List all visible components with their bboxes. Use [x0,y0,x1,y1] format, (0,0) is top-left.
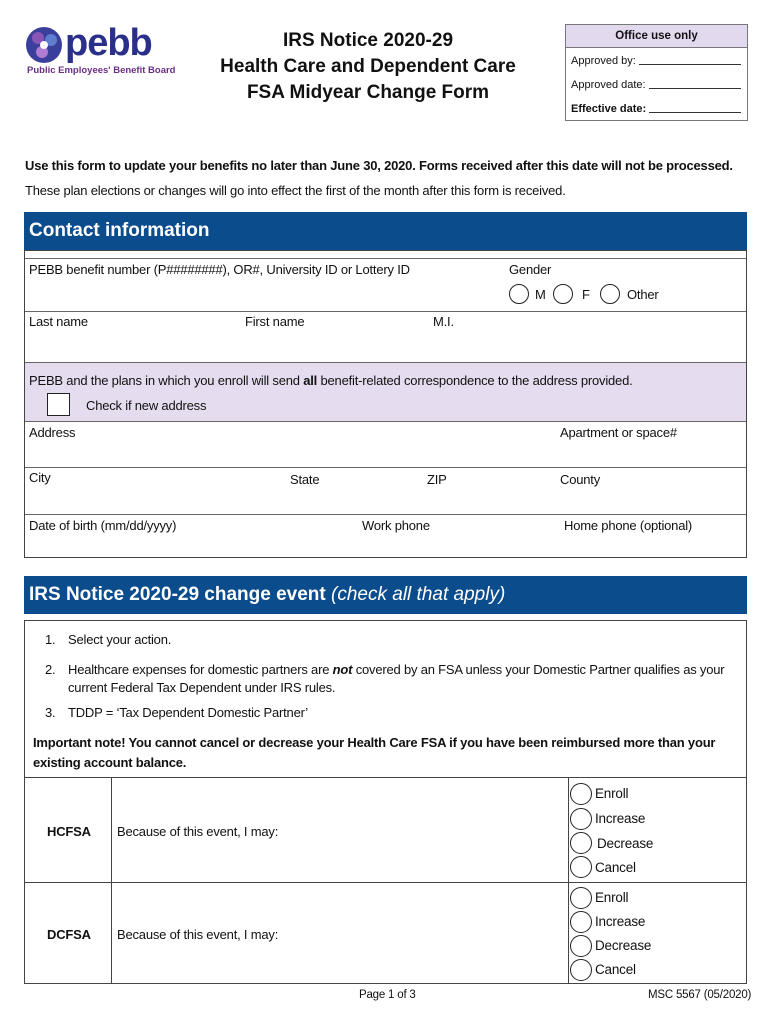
note-2-pre: Healthcare expenses for domestic partners are [68,662,333,677]
new-address-checkbox[interactable] [47,393,70,416]
dcfsa-decrease-label: Decrease [595,938,652,953]
hcfsa-increase-label: Increase [595,811,646,826]
note-2-line-1 [68,661,724,679]
approved-date-label: Approved date: [571,79,646,91]
hcfsa-increase-radio[interactable] [570,808,592,830]
page-number: Page 1 of 3 [359,989,416,1001]
title-line-1: IRS Notice 2020-29 [282,30,454,51]
apartment-field[interactable]: Apartment or space# [560,425,677,440]
gender-f-radio[interactable] [553,284,573,304]
gender-m-label: M [535,287,546,302]
new-address-label: Check if new address [86,398,207,413]
pebb-logo-icon [24,25,64,65]
state-field[interactable]: State [290,472,320,487]
important-note [33,733,733,773]
address-field[interactable]: Address [29,425,76,440]
dcfsa-increase-radio[interactable] [570,911,592,933]
city-field[interactable]: City [29,470,51,485]
dcfsa-enroll-radio[interactable] [570,887,592,909]
note-2-post: covered by an FSA unless your Domestic Partner qualifies as your [352,662,725,677]
note-2-line-2: current Federal Tax Dependent under IRS rules. [68,680,336,695]
intro-effective: These plan elections or changes will go into effect the first of the month after this form is received. [25,183,566,198]
dcfsa-enroll-label: Enroll [595,890,629,905]
gender-label: Gender [509,262,552,277]
office-use-heading: Office use only [566,25,747,48]
dcfsa-decrease-radio[interactable] [570,935,592,957]
gender-m-radio[interactable] [509,284,529,304]
hcfsa-enroll-label: Enroll [595,786,629,801]
effective-date-field[interactable] [566,96,747,120]
mi-field[interactable]: M.I. [433,314,454,329]
intro-deadline: Use this form to update your benefits no later than June 30, 2020. Forms received after this date will not be processed. [25,158,733,173]
hcfsa-decrease-radio[interactable] [570,832,592,854]
address-note-pre: PEBB and the plans in which you enroll will send [29,373,304,388]
form-title [218,28,518,106]
form-code: MSC 5567 (05/2020) [648,989,752,1001]
hcfsa-decrease-label: Decrease [597,836,654,851]
dcfsa-text: Because of this event, I may: [117,927,279,942]
important-note-line-2: existing account balance. [33,755,187,770]
title-line-3: FSA Midyear Change Form [246,82,490,103]
important-note-line-1: Important note! You cannot cancel or decrease your Health Care FSA if you have been reimbursed more than your [33,735,716,750]
change-event-heading-italic: (check all that apply) [331,584,506,605]
note-3: TDDP = ‘Tax Dependent Domestic Partner’ [68,705,308,720]
effective-date-label: Effective date: [571,103,647,115]
address-note-post: benefit-related correspondence to the address provided. [317,373,633,388]
hcfsa-label: HCFSA [47,824,91,839]
hcfsa-text: Because of this event, I may: [117,824,279,839]
approved-by-field[interactable] [566,48,747,72]
note-3-number: 3. [45,705,56,720]
work-phone-field[interactable]: Work phone [362,518,430,533]
note-2-number: 2. [45,662,56,677]
change-event-section-header [24,576,747,614]
approved-by-label: Approved by: [571,55,636,67]
logo-wordmark: pebb [65,22,152,64]
first-name-field[interactable]: First name [245,314,305,329]
zip-field[interactable]: ZIP [427,472,447,487]
dcfsa-cancel-label: Cancel [595,962,636,977]
address-note-bold: all [303,373,318,388]
title-line-2: Health Care and Dependent Care [220,56,516,77]
note-1: Select your action. [68,632,172,647]
dob-field[interactable]: Date of birth (mm/dd/yyyy) [29,518,177,533]
hcfsa-cancel-radio[interactable] [570,856,592,878]
home-phone-field[interactable]: Home phone (optional) [564,518,693,533]
dcfsa-increase-label: Increase [595,914,646,929]
note-2-bold: not [332,662,353,677]
dcfsa-label: DCFSA [47,927,91,942]
contact-section-header: Contact information [24,212,747,250]
last-name-field[interactable]: Last name [29,314,88,329]
benefit-number-field[interactable]: PEBB benefit number (P########), OR#, University ID or Lottery ID [29,262,410,277]
note-1-number: 1. [45,632,56,647]
county-field[interactable]: County [560,472,600,487]
dcfsa-cancel-radio[interactable] [570,959,592,981]
gender-other-radio[interactable] [600,284,620,304]
office-use-box [565,24,748,121]
logo-subtitle: Public Employees' Benefit Board [27,65,176,76]
approved-date-field[interactable] [566,72,747,96]
gender-f-label: F [582,287,590,302]
change-event-heading: IRS Notice 2020-29 change event [29,584,326,605]
address-note [29,373,633,388]
hcfsa-enroll-radio[interactable] [570,783,592,805]
hcfsa-cancel-label: Cancel [595,860,636,875]
gender-other-label: Other [627,287,659,302]
